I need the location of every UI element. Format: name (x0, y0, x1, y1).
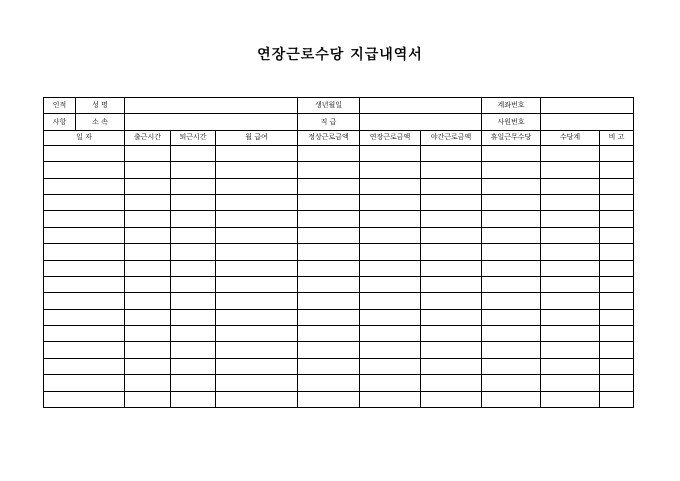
cell-clock-in[interactable] (125, 375, 171, 391)
cell-holiday-allowance[interactable] (482, 178, 541, 194)
cell-monthly-pay[interactable] (216, 276, 298, 292)
cell-regular-amount[interactable] (298, 227, 360, 243)
cell-remarks[interactable] (600, 260, 634, 276)
info-row-2 (44, 114, 634, 130)
info-row-1 (44, 98, 634, 114)
cell-date[interactable] (44, 342, 125, 358)
cell-clock-out[interactable] (171, 194, 216, 210)
table-row (44, 342, 634, 358)
cell-night-amount[interactable] (421, 375, 482, 391)
cell-overtime-amount[interactable] (360, 162, 421, 178)
cell-date[interactable] (44, 145, 125, 161)
cell-clock-in[interactable] (125, 309, 171, 325)
col-header-clock-in: 출근시간 (125, 130, 171, 145)
cell-holiday-allowance[interactable] (482, 211, 541, 227)
cell-remarks[interactable] (600, 342, 634, 358)
cell-regular-amount[interactable] (298, 260, 360, 276)
cell-overtime-amount[interactable] (360, 375, 421, 391)
cell-regular-amount[interactable] (298, 162, 360, 178)
cell-night-amount[interactable] (421, 358, 482, 374)
cell-regular-amount[interactable] (298, 391, 360, 407)
cell-night-amount[interactable] (421, 276, 482, 292)
cell-clock-out[interactable] (171, 244, 216, 260)
cell-clock-out[interactable] (171, 162, 216, 178)
cell-allowance-total[interactable] (541, 276, 600, 292)
table-row (44, 358, 634, 374)
cell-night-amount[interactable] (421, 326, 482, 342)
cell-clock-out[interactable] (171, 293, 216, 309)
cell-overtime-amount[interactable] (360, 145, 421, 161)
table-row (44, 309, 634, 325)
cell-overtime-amount[interactable] (360, 293, 421, 309)
cell-holiday-allowance[interactable] (482, 342, 541, 358)
cell-holiday-allowance[interactable] (482, 260, 541, 276)
cell-monthly-pay[interactable] (216, 391, 298, 407)
cell-night-amount[interactable] (421, 162, 482, 178)
cell-monthly-pay[interactable] (216, 293, 298, 309)
cell-night-amount[interactable] (421, 342, 482, 358)
cell-holiday-allowance[interactable] (482, 326, 541, 342)
cell-holiday-allowance[interactable] (482, 309, 541, 325)
cell-monthly-pay[interactable] (216, 375, 298, 391)
cell-night-amount[interactable] (421, 391, 482, 407)
cell-monthly-pay[interactable] (216, 194, 298, 210)
cell-holiday-allowance[interactable] (482, 227, 541, 243)
cell-date[interactable] (44, 211, 125, 227)
cell-date[interactable] (44, 293, 125, 309)
employee-number-value-cell[interactable] (541, 114, 634, 130)
cell-date[interactable] (44, 227, 125, 243)
col-header-night-amount: 야간근로금액 (421, 130, 482, 145)
account-number-value-cell[interactable] (541, 98, 634, 114)
cell-monthly-pay[interactable] (216, 227, 298, 243)
name-value-cell[interactable] (125, 98, 298, 114)
cell-clock-in[interactable] (125, 260, 171, 276)
cell-clock-in[interactable] (125, 211, 171, 227)
cell-allowance-total[interactable] (541, 326, 600, 342)
cell-allowance-total[interactable] (541, 194, 600, 210)
cell-allowance-total[interactable] (541, 342, 600, 358)
cell-holiday-allowance[interactable] (482, 358, 541, 374)
cell-overtime-amount[interactable] (360, 211, 421, 227)
cell-remarks[interactable] (600, 326, 634, 342)
cell-remarks[interactable] (600, 293, 634, 309)
cell-holiday-allowance[interactable] (482, 244, 541, 260)
cell-overtime-amount[interactable] (360, 309, 421, 325)
employee-number-label: 사원번호 (482, 114, 541, 130)
cell-remarks[interactable] (600, 309, 634, 325)
cell-date[interactable] (44, 358, 125, 374)
cell-overtime-amount[interactable] (360, 276, 421, 292)
table-row (44, 178, 634, 194)
cell-date[interactable] (44, 375, 125, 391)
cell-monthly-pay[interactable] (216, 309, 298, 325)
cell-regular-amount[interactable] (298, 326, 360, 342)
cell-overtime-amount[interactable] (360, 244, 421, 260)
document-title: 연장근로수당 지급내역서 (257, 47, 423, 63)
cell-night-amount[interactable] (421, 178, 482, 194)
cell-holiday-allowance[interactable] (482, 162, 541, 178)
cell-monthly-pay[interactable] (216, 162, 298, 178)
cell-remarks[interactable] (600, 276, 634, 292)
cell-clock-out[interactable] (171, 391, 216, 407)
birth-date-value-cell[interactable] (360, 98, 482, 114)
cell-holiday-allowance[interactable] (482, 391, 541, 407)
cell-night-amount[interactable] (421, 145, 482, 161)
table-row (44, 293, 634, 309)
cell-night-amount[interactable] (421, 244, 482, 260)
cell-monthly-pay[interactable] (216, 260, 298, 276)
cell-regular-amount[interactable] (298, 358, 360, 374)
cell-night-amount[interactable] (421, 211, 482, 227)
cell-overtime-amount[interactable] (360, 391, 421, 407)
cell-overtime-amount[interactable] (360, 194, 421, 210)
cell-overtime-amount[interactable] (360, 260, 421, 276)
cell-overtime-amount[interactable] (360, 178, 421, 194)
cell-holiday-allowance[interactable] (482, 194, 541, 210)
position-label: 직 급 (298, 114, 360, 130)
cell-clock-in[interactable] (125, 276, 171, 292)
table-row (44, 145, 634, 161)
cell-allowance-total[interactable] (541, 244, 600, 260)
cell-clock-in[interactable] (125, 194, 171, 210)
cell-date[interactable] (44, 244, 125, 260)
birth-date-label: 생년월일 (298, 98, 360, 114)
cell-regular-amount[interactable] (298, 211, 360, 227)
cell-overtime-amount[interactable] (360, 342, 421, 358)
cell-date[interactable] (44, 194, 125, 210)
cell-date[interactable] (44, 391, 125, 407)
cell-allowance-total[interactable] (541, 145, 600, 161)
cell-allowance-total[interactable] (541, 211, 600, 227)
table-row (44, 162, 634, 178)
pay-detail-table (43, 97, 634, 408)
cell-monthly-pay[interactable] (216, 178, 298, 194)
cell-regular-amount[interactable] (298, 276, 360, 292)
cell-clock-in[interactable] (125, 326, 171, 342)
cell-monthly-pay[interactable] (216, 342, 298, 358)
cell-regular-amount[interactable] (298, 342, 360, 358)
cell-remarks[interactable] (600, 162, 634, 178)
cell-regular-amount[interactable] (298, 375, 360, 391)
table-row (44, 276, 634, 292)
cell-regular-amount[interactable] (298, 194, 360, 210)
table-row (44, 326, 634, 342)
cell-allowance-total[interactable] (541, 260, 600, 276)
cell-remarks[interactable] (600, 244, 634, 260)
col-header-allowance-total: 수당계 (541, 130, 600, 145)
cell-remarks[interactable] (600, 194, 634, 210)
cell-clock-out[interactable] (171, 358, 216, 374)
cell-clock-out[interactable] (171, 211, 216, 227)
cell-clock-in[interactable] (125, 178, 171, 194)
cell-holiday-allowance[interactable] (482, 293, 541, 309)
cell-overtime-amount[interactable] (360, 326, 421, 342)
cell-allowance-total[interactable] (541, 162, 600, 178)
cell-clock-in[interactable] (125, 227, 171, 243)
cell-monthly-pay[interactable] (216, 244, 298, 260)
cell-clock-out[interactable] (171, 342, 216, 358)
cell-allowance-total[interactable] (541, 309, 600, 325)
col-header-holiday-allowance: 휴일근무수당 (482, 130, 541, 145)
cell-regular-amount[interactable] (298, 293, 360, 309)
cell-monthly-pay[interactable] (216, 211, 298, 227)
cell-clock-out[interactable] (171, 178, 216, 194)
cell-overtime-amount[interactable] (360, 227, 421, 243)
col-header-regular-amount: 정상근로금액 (298, 130, 360, 145)
cell-regular-amount[interactable] (298, 145, 360, 161)
position-value-cell[interactable] (360, 114, 482, 130)
column-header-row (44, 130, 634, 145)
col-header-monthly-pay: 월 급여 (216, 130, 298, 145)
cell-overtime-amount[interactable] (360, 358, 421, 374)
cell-remarks[interactable] (600, 145, 634, 161)
account-number-label: 계좌번호 (482, 98, 541, 114)
cell-remarks[interactable] (600, 211, 634, 227)
cell-date[interactable] (44, 309, 125, 325)
cell-clock-out[interactable] (171, 260, 216, 276)
cell-allowance-total[interactable] (541, 227, 600, 243)
info-group-label-bottom: 사항 (44, 114, 76, 130)
cell-regular-amount[interactable] (298, 309, 360, 325)
cell-holiday-allowance[interactable] (482, 145, 541, 161)
table-row (44, 375, 634, 391)
cell-remarks[interactable] (600, 375, 634, 391)
cell-clock-out[interactable] (171, 145, 216, 161)
cell-night-amount[interactable] (421, 309, 482, 325)
col-header-overtime-amount: 연장근로금액 (360, 130, 421, 145)
table-row (44, 194, 634, 210)
cell-date[interactable] (44, 162, 125, 178)
cell-monthly-pay[interactable] (216, 358, 298, 374)
cell-remarks[interactable] (600, 178, 634, 194)
cell-date[interactable] (44, 260, 125, 276)
cell-remarks[interactable] (600, 391, 634, 407)
table-row (44, 244, 634, 260)
table-row (44, 391, 634, 407)
cell-holiday-allowance[interactable] (482, 375, 541, 391)
cell-clock-out[interactable] (171, 276, 216, 292)
info-group-label-top: 인적 (44, 98, 76, 114)
cell-clock-out[interactable] (171, 227, 216, 243)
table-row (44, 227, 634, 243)
name-label: 성 명 (76, 98, 125, 114)
cell-regular-amount[interactable] (298, 244, 360, 260)
department-value-cell[interactable] (125, 114, 298, 130)
cell-clock-in[interactable] (125, 342, 171, 358)
table-row (44, 260, 634, 276)
cell-clock-in[interactable] (125, 293, 171, 309)
cell-night-amount[interactable] (421, 260, 482, 276)
col-header-date: 일 자 (44, 130, 125, 145)
cell-date[interactable] (44, 326, 125, 342)
cell-monthly-pay[interactable] (216, 326, 298, 342)
cell-holiday-allowance[interactable] (482, 276, 541, 292)
cell-night-amount[interactable] (421, 293, 482, 309)
col-header-clock-out: 퇴근시간 (171, 130, 216, 145)
cell-date[interactable] (44, 178, 125, 194)
cell-clock-in[interactable] (125, 358, 171, 374)
cell-regular-amount[interactable] (298, 178, 360, 194)
cell-clock-out[interactable] (171, 326, 216, 342)
cell-night-amount[interactable] (421, 194, 482, 210)
cell-remarks[interactable] (600, 227, 634, 243)
cell-remarks[interactable] (600, 358, 634, 374)
cell-monthly-pay[interactable] (216, 145, 298, 161)
cell-allowance-total[interactable] (541, 358, 600, 374)
cell-clock-in[interactable] (125, 162, 171, 178)
col-header-remarks: 비 고 (600, 130, 634, 145)
cell-allowance-total[interactable] (541, 178, 600, 194)
department-label: 소 속 (76, 114, 125, 130)
cell-allowance-total[interactable] (541, 293, 600, 309)
cell-clock-in[interactable] (125, 145, 171, 161)
cell-clock-in[interactable] (125, 391, 171, 407)
cell-allowance-total[interactable] (541, 375, 600, 391)
cell-clock-out[interactable] (171, 309, 216, 325)
table-row (44, 211, 634, 227)
cell-allowance-total[interactable] (541, 391, 600, 407)
cell-night-amount[interactable] (421, 227, 482, 243)
cell-date[interactable] (44, 276, 125, 292)
cell-clock-out[interactable] (171, 375, 216, 391)
cell-clock-in[interactable] (125, 244, 171, 260)
